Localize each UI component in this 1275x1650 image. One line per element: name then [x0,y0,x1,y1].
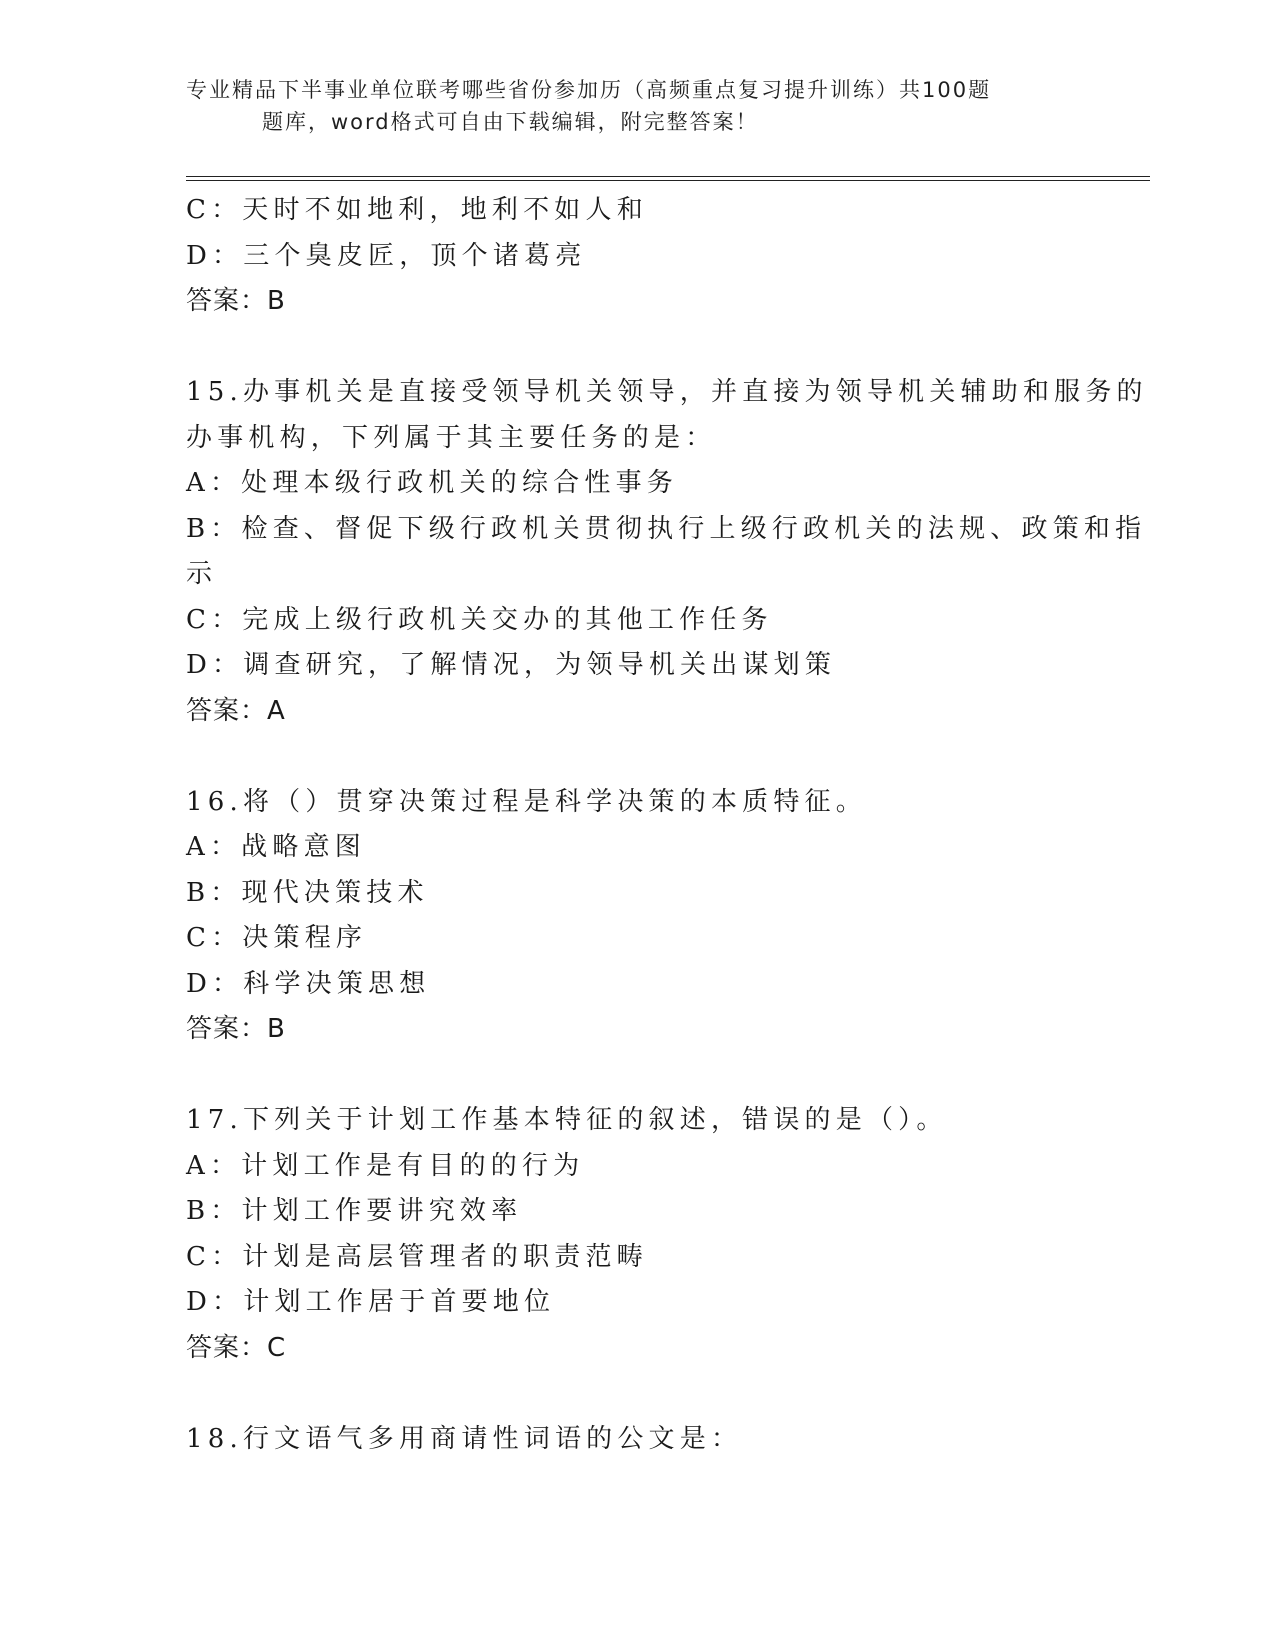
question-stem: 15.办事机关是直接受领导机关领导，并直接为领导机关辅助和服务的 [186,377,1148,407]
option-c: C：完成上级行政机关交办的其他工作任务 [186,604,773,635]
option-b: B：检查、督促下级行政机关贯彻执行上级行政机关的法规、政策和指 [186,513,1147,544]
option-a: A：计划工作是有目的的行为 [186,1150,585,1181]
option-d: D：科学决策思想 [186,968,431,999]
question-block-15 [186,370,1148,734]
question-stem: 17.下列关于计划工作基本特征的叙述，错误的是（）。 [186,1105,948,1135]
header-title-line2: 题库，word格式可自由下载编辑，附完整答案！ [262,110,759,134]
option-b: B：计划工作要讲究效率 [186,1196,523,1226]
option-a: A：战略意图 [186,832,366,862]
option-d: D：计划工作居于首要地位 [186,1287,556,1317]
option-b-continued: 示 [186,559,218,589]
answer-line: 答案：B [186,286,286,316]
question-list [186,188,1148,1462]
option-d: D：调查研究，了解情况，为领导机关出谋划策 [186,650,837,680]
question-block-14 [186,188,1086,325]
option-b: B：现代决策技术 [186,877,429,908]
page-header [186,74,1066,138]
header-title-line1: 专业精品下半事业单位联考哪些省份参加历（高频重点复习提升训练）共100题 [186,78,992,102]
option-c: C：计划是高层管理者的职责范畴 [186,1241,648,1272]
answer-line: 答案：B [186,1014,286,1044]
option-d: D：三个臭皮匠，顶个诸葛亮 [186,240,587,271]
spacer [186,1371,1086,1417]
question-block-17 [186,1098,1086,1371]
answer-line: 答案：A [186,695,286,726]
spacer [186,734,1086,780]
question-stem: 18.行文语气多用商请性词语的公文是： [186,1423,743,1454]
question-stem: 16.将（）贯穿决策过程是科学决策的本质特征。 [186,786,867,817]
answer-line: 答案：C [186,1332,287,1363]
question-stem-continued: 办事机构，下列属于其主要任务的是： [186,422,717,453]
option-c: C：决策程序 [186,923,368,953]
option-c: C：天时不如地利，地利不如人和 [186,195,648,225]
header-divider [186,176,1150,181]
spacer [186,325,1086,371]
spacer [186,1053,1086,1099]
option-a: A：处理本级行政机关的综合性事务 [186,468,678,498]
question-block-18 [186,1417,1086,1463]
question-block-16 [186,780,1086,1053]
